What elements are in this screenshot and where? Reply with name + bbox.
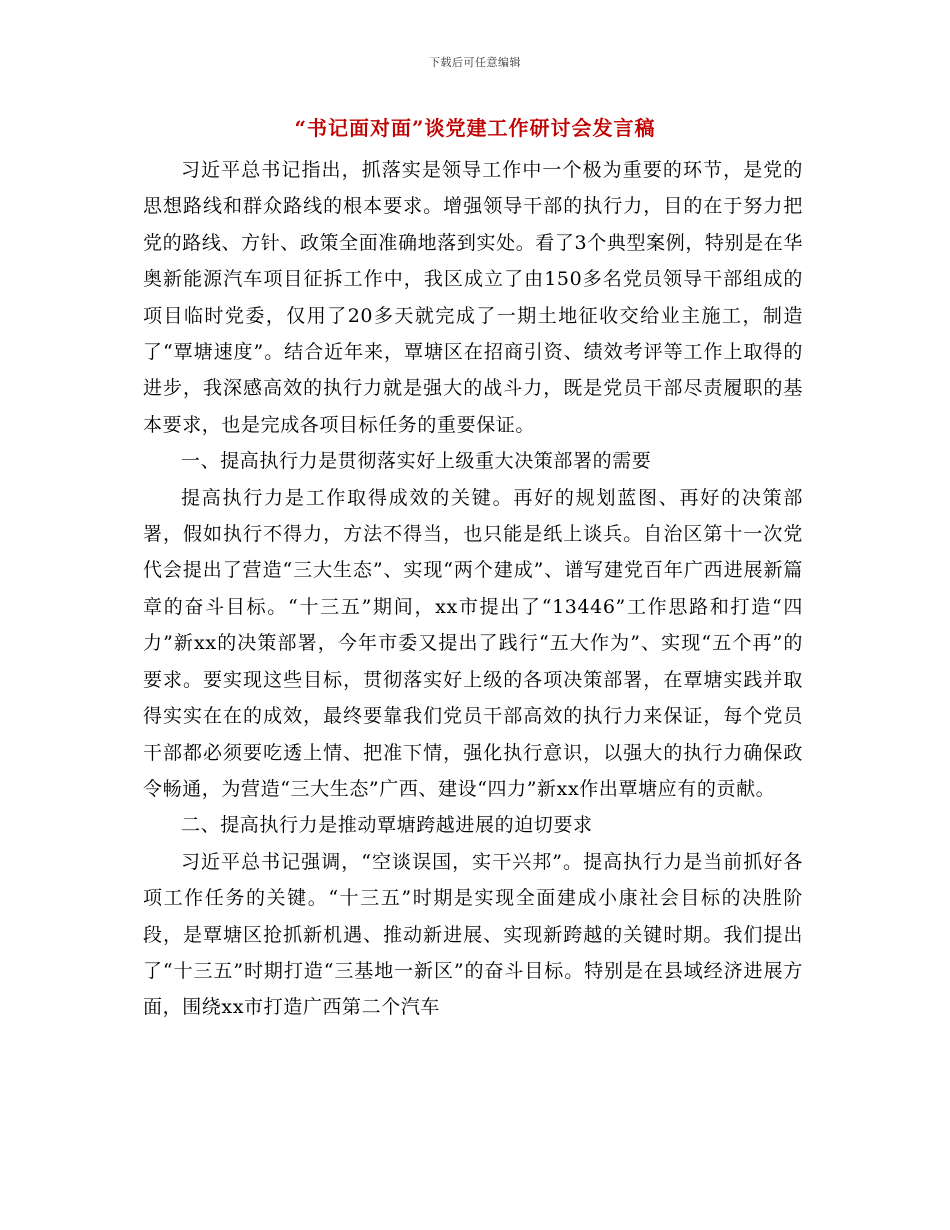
document-body — [143, 152, 803, 1026]
page-title: “书记面对面”谈党建工作研讨会发言稿 — [294, 116, 656, 140]
section-heading-1: 一、提高执行力是贯彻落实好上级重大决策部署的需要 — [181, 450, 652, 473]
paragraph-intro: 习近平总书记指出，抓落实是领导工作中一个极为重要的环节，是党的思想路线和群众路线的根本要求。增强领导干部的执行力，目的在于努力把党的路线、方针、政策全面准确地落到实处。看了3个典型案例，特别是在华奥新能源汽车项目征拆工作中，我区成立了由150多名党员领导干部组成的项目临时党委，仅用了20多天就完成了一期土地征收交给业主施工，制造了“覃塘速度”。结合近年来，覃塘区在招商引资、绩效考评等工作上取得的进步，我深感高效的执行力就是强大的战斗力，既是党员干部尽责履职的基本要求，也是完成各项目标任务的重要保证。 — [143, 159, 803, 436]
section-heading-2: 二、提高执行力是推动覃塘跨越进展的迫切要求 — [181, 814, 593, 837]
paragraph-section-2: 习近平总书记强调，“空谈误国，实干兴邦”。提高执行力是当前抓好各项工作任务的关键。“十三五”时期是实现全面建成小康社会目标的决胜阶段，是覃塘区抢抓新机遇、推动新进展、实现新跨越的关键时期。我们提出了“十三五”时期打造“三基地一新区”的奋斗目标。特别是在县域经济进展方面，围绕xx市打造广西第二个汽车 — [143, 850, 803, 1019]
paragraph-section-1: 提高执行力是工作取得成效的关键。再好的规划蓝图、再好的决策部署，假如执行不得力，方法不得当，也只能是纸上谈兵。自治区第十一次党代会提出了营造“三大生态”、实现“两个建成”、谱写建党百年广西进展新篇章的奋斗目标。“十三五”期间，xx市提出了“13446”工作思路和打造“四力”新xx的决策部署，今年市委又提出了践行“五大作为”、实现“五个再”的要求。要实现这些目标，贯彻落实好上级的各项决策部署，在覃塘实践并取得实实在在的成效，最终要靠我们党员干部高效的执行力来保证，每个党员干部都必须要吃透上情、把准下情，强化执行意识，以强大的执行力确保政令畅通，为营造“三大生态”广西、建设“四力”新xx作出覃塘应有的贡献。 — [143, 486, 803, 800]
header-note: 下载后可任意编辑 — [429, 56, 521, 69]
